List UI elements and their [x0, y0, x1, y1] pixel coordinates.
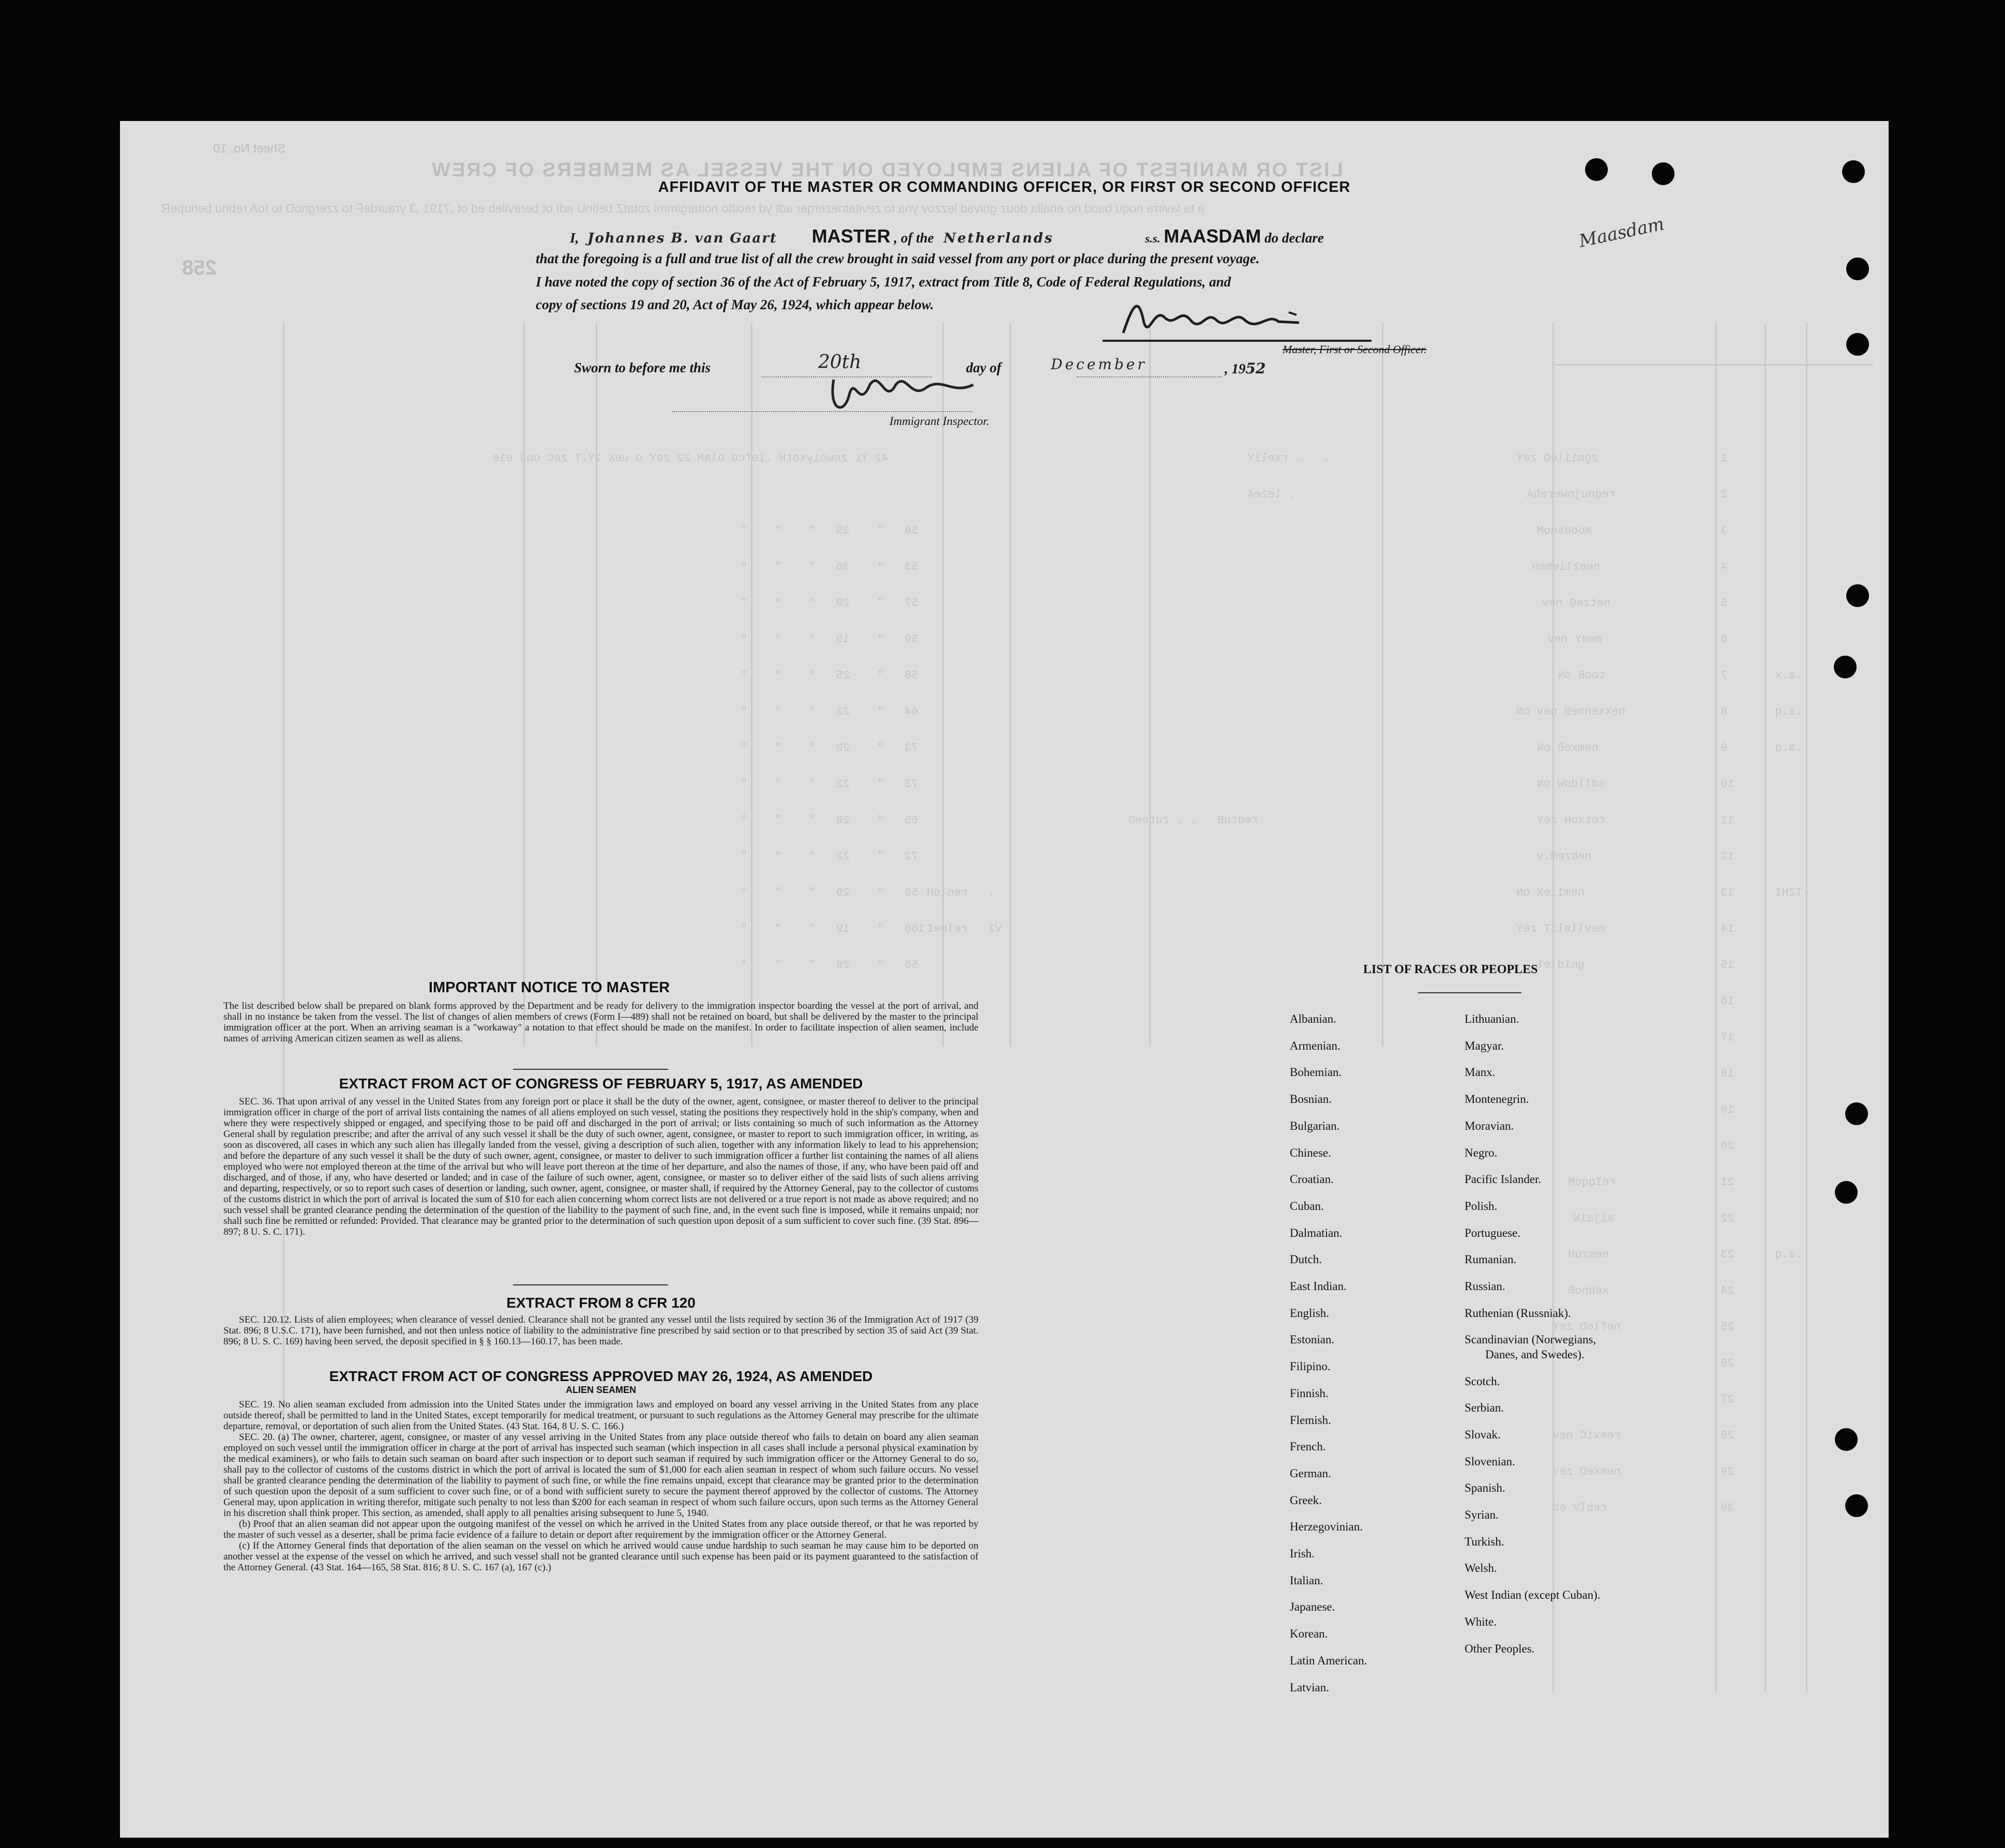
sworn-label: Sworn to before me this [574, 360, 711, 375]
race-left-item: Dutch. [1290, 1253, 1322, 1266]
race-left-item: Herzegovinian. [1290, 1520, 1363, 1534]
race-right-item: Portuguese. [1465, 1226, 1520, 1239]
extract-1924-sec20c: (c) If the Attorney General finds that deportation of the alien seaman on the vessel on which he arrived would cause undue hardship to such seaman he may cause him to be deported on another vessel at the expense of the vessel on which he arrived, and such vessel shall not be granted clearance until such expense has been paid or its payment guaranteed to the satisfaction of the Attorney General. (43 Stat. 164—165, 58 Stat. 816; 8 U. S. C. 167 (a), 167 (c).) [223, 1540, 978, 1573]
race-right-item: Moravian. [1465, 1119, 1514, 1132]
handwritten-vessel-name: Maasdam [1577, 214, 1666, 252]
sworn-month: December [1051, 356, 1147, 373]
sworn-day: 20th [818, 352, 862, 373]
race-left-item: English. [1290, 1306, 1330, 1320]
race-right-item: Slovenian. [1465, 1455, 1515, 1468]
race-left-item: East Indian. [1290, 1280, 1347, 1293]
race-right-item: Spanish. [1465, 1481, 1505, 1495]
race-right-item: Danes, and Swedes). [1485, 1347, 1585, 1361]
race-left-item: Latvian. [1290, 1680, 1329, 1694]
race-right-item: Russian. [1465, 1280, 1505, 1293]
extract-cfr-body: SEC. 120.12. Lists of alien employees; when clearance of vessel denied. Clearance shall not be granted any vessel until the lists required by section 36 of the Immigration Act of 1917 (39 Stat. 896; 8 U.S.C. 171), have been furnished, and not then unless notice of liability to the administrative fine prescribed by said section or to that prescribed by section 35 of said Act (39 Stat. 896; 8 U. S. C. 169) having been served, the deposit specified in § § 160.13—160.17, has been made. [223, 1314, 978, 1347]
race-left-item: Finnish. [1290, 1386, 1329, 1400]
extract-1924-sec20b: (b) Proof that an alien seaman did not appear upon the outgoing manifest of the vessel on which he arrived in the United States from any place outside thereof, or that he was reported by the master of such vessel as a deserter, shall be prima facie evidence of a failure to detain or deport after requirement by the immigration officer or the Attorney General. [223, 1519, 978, 1540]
race-right-item: Syrian. [1465, 1508, 1499, 1522]
race-right-item: Welsh. [1465, 1562, 1497, 1575]
bleedthrough-heading-line: a ta lavirra noqu baod no enalla douz gnivad lezzov yna to zevitatnezerqer adt yd reoilto noitargimmi zotatZ betinU adt ot berevileb ed ot ,7191 ,3 yraurdeF to zzergnoD to toA rebnu beriupeR [161, 202, 1205, 216]
race-left-item: Croatian. [1290, 1173, 1334, 1186]
race-right-item: Pacific Islander. [1465, 1173, 1542, 1186]
manifest-sheet: LIST OR MANIFEST OF ALIENS EMPLOYED ON THE VESSEL AS MEMBERS OF CREW Sheet No. 10 258 a ta lavirra noqu baod no enalla douz gnivad lezzov yna to zevitatnezerqer adt yd reoilto noitargimmi zotatZ betinU adt ot berevileb ed ot ,7191 ,3 yraurdeF to zzergnoD to toA rebnu beriupeR 42 YL zewoiyxotH .iefcd olaM 22 zeY o ueX 2Y.T zeC ooJ e1e zgmiileO zeY regnujnwerehA moodsnoM neezliemeH netzeG nev meeY nev tooB oN nexxenneB nev oN nemxoB oN sdlldoW oN rotxoH zeY nebzeM.v nem1ieX oN nevlleliT zeY gnidlel . renloH VI reloeI . . rxeliY . lezeA redtuB . . zuteeD 58 " 35 " " " 53 " 36 " " " 57 " 20 " " " 59 " 19 " " " 58 " 25 " " " 64 " 23 " " " 73 " 20 " " " 73 " 22 " " " 65 " 28 " " " 72 " 22 " " " 59 " 29 " " " 100 " 19 " " " 56 " 26 " " " 1 2 3 4 5 6 7 8 9 10 11 12 13 14 15 16 17 18 19 20 21 22 23 24 25 26 27 28 29 30 aijaiW nemzuH xebnoB reIqqoM nefloD zeY remxiC nev nemxeD zeY reblV eb .a.x .a.q .a.q TZHI .a.q AFFIDAVIT OF THE MASTER OR COMMANDING OFFICER, OR FIRST OR SECOND OFFICER I, Johannes B. van Gaart MASTER , of the Netherlands s.s. MAASDAM do declare that the foregoing is a full and true list of all the crew brought in said vessel from any port or place during the present voyage. I have noted the copy of section 36 of the Act of February 5, 1917, extract from Title 8, Code of Federal Regulations, and copy of sections 19 and 20, Act of May 26, 1924, which appear below. Maasdam Master, First or Second Officer. Sworn to before me this 20th day of December , 1952 Immigrant Inspector. IMPORTANT NOTICE TO MASTER The list described below shall be prepared on blank forms approved by the Department and be ready for delivery to the immigration inspector boarding the vessel at the port of arrival, and shall in no instance be taken from the vessel. The list of changes of alien members of crews (Form I—489) shall not be retained on board, but shall be delivered by the master to the principal immigration officer at the port. When an arriving seaman is a "workaway" a notation to that effect should be made on the manifest. In order to facilitate inspection of alien seamen, include names of arriving American citizen seamen as well as aliens. EXTRACT FROM ACT OF CONGRESS OF FEBRUARY 5, 1917, AS AMENDED SEC. 36. That upon arrival of any vessel in the United States from any foreign port or place it shall be the duty of the owner, agent, consignee, or master thereof to deliver to the principal immigration officer in charge of the port of arrival lists containing the names of all aliens employed on such vessel, stating the positions they respectively hold in the ship's company, when and where they were respectively shipped or engaged, and specifying those to be paid off and discharged in the port of arrival; or lists containing so much of such information as the Attorney General shall by regulation prescribe; and after the arrival of any such vessel it shall be the duty of such owner, agent, consignee, or master to report to such immigration officer, in writing, as soon as discovered, all cases in which any such alien has illegally landed from the vessel, giving a description of such alien, together with any information likely to lead to his apprehension; and before the departure of any such vessel it shall be the duty of such owner, agent, consignee, or master to deliver to such immigration officer a further list containing the names of all aliens employed who were not employed thereon at the time of the arrival but who will leave port thereon at the time of her departure, and also the names of those, if any, who have been paid off and discharged, and of those, if any, who have deserted or landed; and in case of the failure of such owner, agent, consignee, or master so to deliver either of the said lists of such aliens arriving and departing, respectively, or so to report such cases of desertion or landing, such owner, agent, consignee, or master shall, if required by the Attorney General, pay to the collector of customs of the customs district in which the port of arrival is located the sum of $10 for each alien concerning whom correct lists are not delivered or a true report is not made as above required; and no such vessel shall be granted clearance pending the determination of the question of the liability to the payment of such fine, and, in the event such fine is imposed, while it remains unpaid; nor shall such fine be remitted or refunded: Provided. That clearance may be granted prior to the determination of such question upon deposit of a sum sufficient to cover such fine. (39 Stat. 896—897; 8 U. S. C. 171). EXTRACT FROM 8 CFR 120 SEC. 120.12. Lists of alien employees; when clearance of vessel denied. Clearance shall not be granted any vessel until the lists required by section 36 of the Immigration Act of 1917 (39 Stat. 896; 8 U.S.C. 171), have been furnished, and not then unless notice of liability to the administrative fine prescribed by said section or to that prescribed by section 35 of said Act (39 Stat. 896; 8 U. S. C. 169) having been served, the deposit specified in § § 160.13—160.17, has been made. EXTRACT FROM ACT OF CONGRESS APPROVED MAY 26, 1924, AS AMENDED ALIEN SEAMEN SEC. 19. No alien seaman excluded from admission into the United States under the immigration laws and employed on board any vessel arriving in the United States from any place outside thereof, shall be permitted to land in the United States, except temporarily for medical treatment, or pursuant to such regulations as the Attorney General may prescribe for the ultimate departure, removal, or deportation of such alien from the United States. (43 Stat. 164, 8 U. S. C. 166.) SEC. 20. (a) The owner, charterer, agent, consignee, or master of any vessel arriving in the United States from any place outside thereof who fails to detain on board any alien seaman employed on such vessel until the immigration officer in charge at the port of arrival has inspected such seaman (which inspection in all cases shall include a personal physical examination by the medical examiners), or who fails to detain such seaman on board after such inspection or to deport such seaman if required by such immigration officer or the Attorney General to do so, shall pay to the collector of customs of the customs district in which the port of arrival is located the sum of $1,000 for each alien seaman in respect of whom such failure occurs. No vessel shall be granted clearance pending the determination of the liability to payment of such fine, or while the fine remains unpaid, except that clearance may be granted prior to the determination of such question upon the deposit of a sum sufficient to cover such fine, or of a bond with sufficient surety to secure the payment thereof approved by the collector of customs. The Attorney General may, upon application in writing therefor, mitigate such penalty to not less than $200 for each seaman in respect of whom such failure occurs, upon such terms as the Attorney General in his discretion shall think proper. This section, as amended, shall apply to all penalties arising subsequent to June 5, 1940. (b) Proof that an alien seaman did not appear upon the outgoing manifest of the vessel on which he arrived in the United States from any place outside thereof, or that he was reported by the master of such vessel as a deserter, shall be prima facie evidence of a failure to detain or deport after requirement by the immigration officer or the Attorney General. (c) If the Attorney General finds that deportation of the alien seaman on the vessel on which he arrived would cause undue hardship to such seaman he may cause him to be deported on another vessel at the expense of the vessel on which he arrived, and such vessel shall not be granted clearance until such expense has been paid or its payment guaranteed to the satisfaction of the Attorney General. (43 Stat. 164—165, 58 Stat. 816; 8 U. S. C. 167 (a), 167 (c).) LIST OF RACES OR PEOPLES Albanian. Armenian. Bohemian. Bosnian. Bulgarian. Chinese. Croatian. Cuban. Dalmatian. Dutch. East Indian. English. Estonian. Filipino. Finnish. Flemish. French. German. Greek. Herzegovinian. Irish. Italian. Japanese. Korean. Latin American. Latvian. Lithuanian. Magyar. Manx. Montenegrin. Moravian. Negro. Pacific Islander. Polish. Portuguese. Rumanian. Russian. Ruthenian (Russniak). Scandinavian (Norwegians, Danes, and Swedes). Scotch. Serbian. Slovak. Slovenian. Spanish. Syrian. Turkish. Welsh. West Indian (except Cuban). White. Other Peoples. [120, 121, 1889, 1838]
race-left-item: Japanese. [1290, 1600, 1335, 1614]
extract-1917-title: EXTRACT FROM ACT OF CONGRESS OF FEBRUARY 5, 1917, AS AMENDED [339, 1076, 863, 1092]
race-left-item: Greek. [1290, 1493, 1322, 1507]
races-title: LIST OF RACES OR PEOPLES [1363, 963, 1538, 976]
race-right-item: Slovak. [1465, 1428, 1501, 1441]
extract-1924-title: EXTRACT FROM ACT OF CONGRESS APPROVED MAY 26, 1924, AS AMENDED [329, 1368, 873, 1384]
race-left-item: French. [1290, 1440, 1326, 1453]
notice-body: The list described below shall be prepared on blank forms approved by the Department and be ready for delivery to the immigration inspector boarding the vessel at the port of arrival, and shall in no instance be taken from the vessel. The list of changes of alien members of crews (Form I—489) shall not be retained on board, but shall be delivered by the master to the principal immigration officer at the port. When an arriving seaman is a "workaway" a notation to that effect should be made on the manifest. In order to facilitate inspection of alien seamen, include names of arriving American citizen seamen as well as aliens. [223, 1001, 978, 1044]
nationality: Netherlands [943, 231, 1054, 246]
bleedthrough-number: 258 [182, 256, 217, 279]
extract-1924-sec20a: SEC. 20. (a) The owner, charterer, agent, consignee, or master of any vessel arriving in the United States from any place outside thereof who fails to detain on board any alien seaman employed on such vessel until the immigration officer in charge at the port of arrival has inspected such seaman (which inspection in all cases shall include a personal physical examination by the medical examiners), or who fails to detain such seaman on board after such inspection or to deport such seaman if required by such immigration officer or the Attorney General to do so, shall pay to the collector of customs of the customs district in which the port of arrival is located the sum of $1,000 for each alien seaman in respect of whom such failure occurs. No vessel shall be granted clearance pending the determination of the liability to payment of such fine, or while the fine remains unpaid, except that clearance may be granted prior to the determination of such question upon the deposit of a sum sufficient to cover such fine, or of a bond with sufficient surety to secure the payment thereof approved by the collector of customs. The Attorney General may, upon application in writing therefor, mitigate such penalty to not less than $200 for each seaman in respect of whom such failure occurs, upon such terms as the Attorney General in his discretion shall think proper. This section, as amended, shall apply to all penalties arising subsequent to June 5, 1940. [223, 1432, 978, 1519]
race-left-item: Italian. [1290, 1573, 1323, 1587]
race-right-item: Serbian. [1465, 1401, 1504, 1415]
extract-1924-sec19: SEC. 19. No alien seaman excluded from admission into the United States under the immigration laws and employed on board any vessel arriving in the United States from any place outside thereof, shall be permitted to land in the United States, except temporarily for medical treatment, or pursuant to such regulations as the Attorney General may prescribe for the ultimate departure, removal, or deportation of such alien from the United States. (43 Stat. 164, 8 U. S. C. 166.) [223, 1399, 978, 1432]
race-left-item: Flemish. [1290, 1413, 1331, 1427]
affidavit-line-4: copy of sections 19 and 20, Act of May 26, 1924, which appear below. [536, 297, 934, 312]
extract-1924-subtitle: ALIEN SEAMEN [565, 1385, 636, 1395]
race-right-item: West Indian (except Cuban). [1465, 1588, 1601, 1602]
race-left-item: Cuban. [1290, 1199, 1324, 1213]
inspector-caption: Immigrant Inspector. [890, 415, 989, 428]
race-right-item: White. [1465, 1615, 1497, 1628]
race-right-item: Scotch. [1465, 1374, 1500, 1388]
race-left-item: Bohemian. [1290, 1066, 1342, 1079]
race-right-item: Turkish. [1465, 1535, 1504, 1548]
race-left-item: Dalmatian. [1290, 1226, 1343, 1239]
master-name: Johannes B. van Gaart [587, 231, 778, 246]
race-right-item: Magyar. [1465, 1039, 1504, 1052]
race-right-item: Lithuanian. [1465, 1012, 1519, 1025]
race-left-item: Latin American. [1290, 1654, 1367, 1667]
race-left-item: German. [1290, 1466, 1331, 1480]
race-left-item: Bosnian. [1290, 1093, 1332, 1106]
race-right-item: Rumanian. [1465, 1253, 1517, 1266]
master-signature [1103, 292, 1392, 349]
race-right-item: Scandinavian (Norwegians, [1465, 1333, 1596, 1346]
affidavit-line-3: I have noted the copy of section 36 of the Act of February 5, 1917, extract from Title 8, Code of Federal Regulations, and [536, 274, 1231, 290]
race-left-item: Estonian. [1290, 1333, 1335, 1346]
notice-title: IMPORTANT NOTICE TO MASTER [428, 979, 670, 996]
day-of-label: day of [966, 360, 1002, 375]
vessel-name: MAASDAM [1164, 225, 1261, 247]
race-right-item: Polish. [1465, 1199, 1498, 1213]
race-left-item: Chinese. [1290, 1146, 1331, 1159]
affidavit-line-2: that the foregoing is a full and true list of all the crew brought in said vessel from any port or place during the present voyage. [536, 251, 1260, 266]
bleedthrough-sheet-no: Sheet No. 10 [213, 142, 286, 156]
affidavit-declaration-line: I, Johannes B. van Gaart MASTER , of the Netherlands s.s. MAASDAM do declare [570, 225, 1324, 247]
affidavit-title: AFFIDAVIT OF THE MASTER OR COMMANDING OFFICER, OR FIRST OR SECOND OFFICER [658, 179, 1351, 195]
race-right-item: Other Peoples. [1465, 1642, 1535, 1655]
race-left-item: Armenian. [1290, 1039, 1340, 1052]
bleedthrough-title: LIST OR MANIFEST OF ALIENS EMPLOYED ON THE VESSEL AS MEMBERS OF CREW [430, 159, 1343, 181]
race-left-item: Bulgarian. [1290, 1119, 1340, 1132]
rank-label: MASTER [811, 225, 891, 247]
race-right-item: Montenegrin. [1465, 1093, 1529, 1106]
sworn-year: , 1952 [1225, 360, 1266, 377]
race-right-item: Negro. [1465, 1146, 1498, 1159]
master-signature-caption: Master, First or Second Officer. [1283, 343, 1427, 356]
race-left-item: Irish. [1290, 1547, 1315, 1560]
race-left-item: Albanian. [1290, 1012, 1337, 1025]
race-right-item: Ruthenian (Russniak). [1465, 1306, 1571, 1320]
extract-1917-body: SEC. 36. That upon arrival of any vessel in the United States from any foreign port or place it shall be the duty of the owner, agent, consignee, or master thereof to deliver to the principal immigration officer in charge of the port of arrival lists containing the names of all aliens employed on such vessel, stating the positions they respectively hold in the ship's company, when and where they were respectively shipped or engaged, and specifying those to be paid off and discharged in the port of arrival; or lists containing so much of such information as the Attorney General shall by regulation prescribe; and after the arrival of any such vessel it shall be the duty of such owner, agent, consignee, or master to report to such immigration officer, in writing, as soon as discovered, all cases in which any such alien has illegally landed from the vessel, giving a description of such alien, together with any information likely to lead to his apprehension; and before the departure of any such vessel it shall be the duty of such owner, agent, consignee, or master to deliver to such immigration officer a further list containing the names of all aliens employed who were not employed thereon at the time of the arrival but who will leave port thereon at the time of her departure, and also the names of those, if any, who have been paid off and discharged, and of those, if any, who have deserted or landed; and in case of the failure of such owner, agent, consignee, or master so to deliver either of the said lists of such aliens arriving and departing, respectively, or so to report such cases of desertion or landing, such owner, agent, consignee, or master shall, if required by the Attorney General, pay to the collector of customs of the customs district in which the port of arrival is located the sum of $10 for each alien concerning whom correct lists are not delivered or a true report is not made as above required; and no such vessel shall be granted clearance pending the determination of the question of the liability to the payment of such fine, and, in the event such fine is imposed, while it remains unpaid; nor shall such fine be remitted or refunded: Provided. That clearance may be granted prior to the determination of such question upon deposit of a sum sufficient to cover such fine. (39 Stat. 896—897; 8 U. S. C. 171). [223, 1096, 978, 1237]
race-left-item: Filipino. [1290, 1360, 1331, 1373]
race-right-item: Manx. [1465, 1066, 1496, 1079]
extract-cfr-title: EXTRACT FROM 8 CFR 120 [506, 1295, 696, 1311]
race-left-item: Korean. [1290, 1627, 1328, 1641]
inspector-signature [823, 364, 1009, 421]
